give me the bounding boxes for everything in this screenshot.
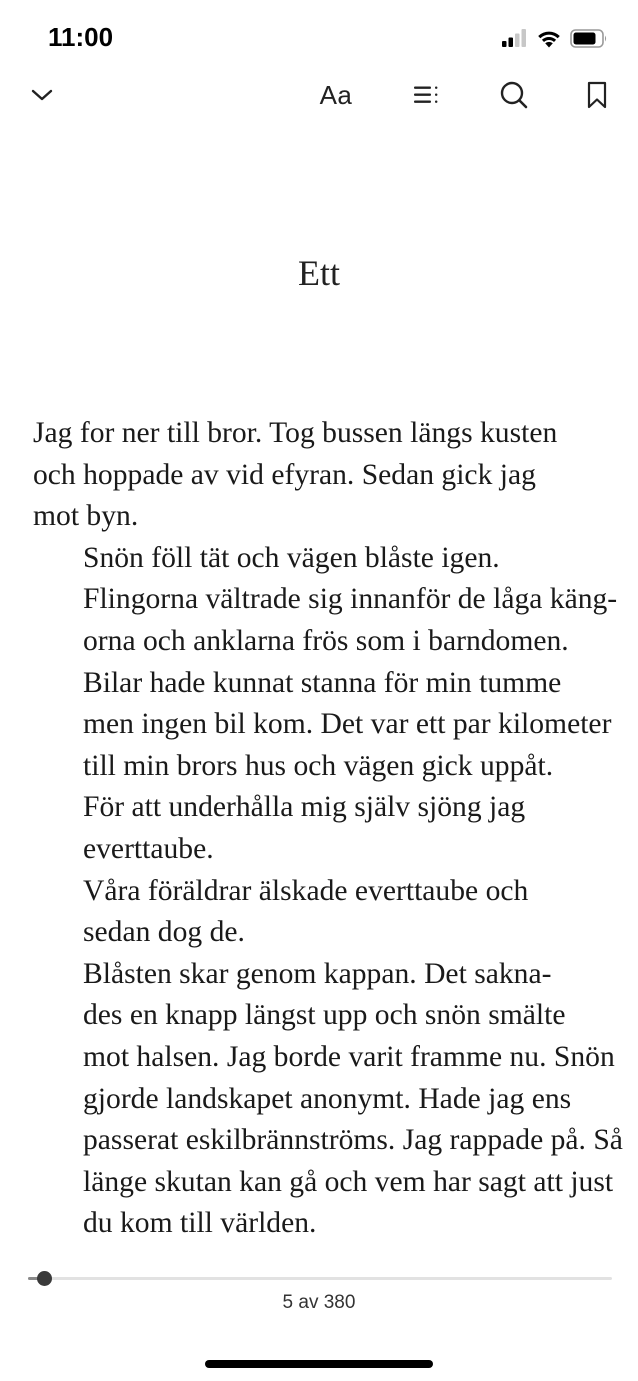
paragraph bbox=[33, 871, 607, 954]
paragraph bbox=[33, 538, 618, 663]
text-line: Snön föll tät och vägen blåste igen. bbox=[83, 541, 500, 574]
text-line: och hoppade av vid efyran. Sedan gick jag bbox=[33, 458, 536, 491]
text-line: des en knapp längst upp och snön smälte bbox=[83, 999, 566, 1032]
paragraph bbox=[33, 787, 607, 870]
wifi-icon bbox=[536, 29, 562, 48]
table-of-contents-button[interactable] bbox=[408, 70, 444, 120]
battery-icon bbox=[570, 29, 608, 48]
chapter-title: Ett bbox=[298, 253, 340, 293]
home-indicator[interactable] bbox=[205, 1360, 433, 1368]
collapse-button[interactable] bbox=[26, 70, 58, 120]
progress-knob[interactable] bbox=[37, 1271, 52, 1286]
status-icons bbox=[502, 24, 608, 52]
search-button[interactable] bbox=[496, 70, 532, 120]
text-line: Bilar hade kunnat stanna för min tumme bbox=[83, 666, 562, 699]
progress-track bbox=[28, 1277, 612, 1280]
bookmark-button[interactable] bbox=[582, 70, 612, 120]
paragraph bbox=[33, 954, 623, 1245]
text-line: till min brors hus och vägen gick uppåt. bbox=[83, 749, 554, 782]
text-line: everttaube. bbox=[83, 832, 214, 865]
text-line: För att underhålla mig själv sjöng jag bbox=[83, 791, 526, 824]
text-line: gjorde landskapet anonymt. Hade jag ens bbox=[83, 1082, 572, 1115]
text-line: orna och anklarna frös som i barndomen. bbox=[83, 624, 569, 657]
page-progress-slider[interactable] bbox=[28, 1268, 612, 1288]
table-of-contents-icon bbox=[412, 84, 440, 106]
chevron-down-icon bbox=[31, 88, 53, 102]
text-line: Flingorna vältrade sig innanför de låga käng- bbox=[83, 583, 618, 616]
page-indicator: 5 av 380 bbox=[282, 1292, 356, 1313]
paragraph bbox=[33, 663, 612, 788]
text-line: Jag for ner till bror. Tog bussen längs kusten bbox=[33, 417, 558, 449]
text-line: men ingen bil kom. Det var ett par kilometer bbox=[83, 708, 612, 741]
text-line: mot byn. bbox=[33, 500, 139, 533]
text-line: sedan dog de. bbox=[83, 916, 245, 949]
chapter-body bbox=[33, 413, 623, 1245]
status-bar bbox=[0, 0, 638, 76]
text-line: länge skutan kan gå och vem har sagt att just bbox=[83, 1165, 614, 1198]
text-line: Blåsten skar genom kappan. Det sakna- bbox=[83, 957, 552, 990]
font-settings-label: Aa bbox=[319, 79, 353, 110]
reader-toolbar bbox=[0, 70, 638, 120]
cellular-signal-icon bbox=[502, 29, 528, 47]
text-line: passerat eskilbrännströms. Jag rappade på. Så bbox=[83, 1124, 623, 1157]
status-time: 11:00 bbox=[48, 22, 114, 52]
text-line: du kom till världen. bbox=[83, 1207, 317, 1240]
text-line: Våra föräldrar älskade everttaube och bbox=[83, 874, 529, 907]
bookmark-icon bbox=[586, 81, 608, 109]
font-settings-button[interactable] bbox=[314, 70, 358, 120]
search-icon bbox=[499, 80, 529, 110]
paragraph bbox=[33, 413, 607, 538]
text-line: mot halsen. Jag borde varit framme nu. Snön bbox=[83, 1040, 615, 1073]
